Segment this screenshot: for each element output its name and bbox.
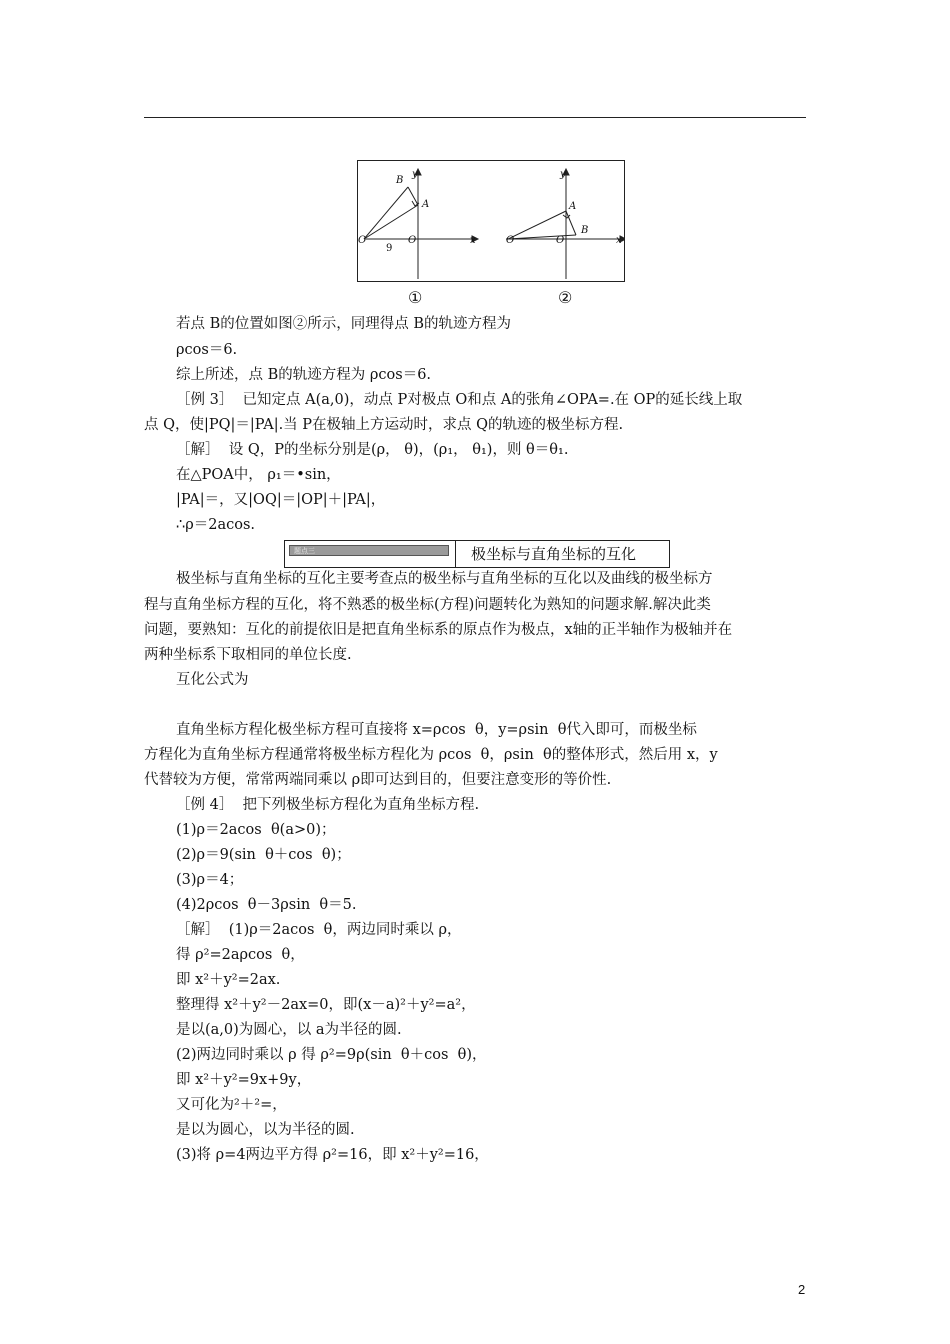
text-line: (3)将 ρ=4两边平方得 ρ²=16，即 x²＋y²=16， xyxy=(176,1147,489,1163)
topic-header xyxy=(284,540,670,568)
text-line: 程与直角坐标方程的互化，将不熟悉的极坐标(方程)问题转化为熟知的问题求解.解决此类 xyxy=(144,597,711,613)
text-line: 得 ρ²=2aρcos θ， xyxy=(176,947,305,963)
text-line: 即 x²＋y²=2ax. xyxy=(176,972,281,988)
label-O1: O xyxy=(358,235,367,246)
text-line: ［解］ 设 Q，P的坐标分别是(ρ， θ)，(ρ₁， θ₁)，则 θ＝θ₁. xyxy=(176,442,569,458)
text-line: 问题，要熟知：互化的前提依旧是把直角坐标系的原点作为极点，x轴的正半轴作为极轴并在 xyxy=(144,622,733,638)
text-line: ［例 3］ 已知定点 A(a,0)，动点 P对极点 O和点 A的张角∠OPA=.在 OP的延长线上取 xyxy=(176,392,743,408)
label-O1-axis: O xyxy=(408,235,417,246)
text-line: ［解］ (1)ρ＝2acos θ，两边同时乘以 ρ， xyxy=(176,922,462,938)
text-line: 极坐标与直角坐标的互化主要考查点的极坐标与直角坐标的互化以及曲线的极坐标方 xyxy=(176,571,713,587)
text-line: ∴ρ＝2acos. xyxy=(176,517,256,533)
text-line: (2)ρ＝9(sin θ＋cos θ)； xyxy=(176,847,351,863)
figure-diagram xyxy=(358,161,624,281)
text-line: 若点 B的位置如图②所示，同理得点 B的轨迹方程为 xyxy=(176,316,512,332)
text-line: 整理得 x²＋y²－2ax=0，即(x－a)²＋y²=a²， xyxy=(176,997,476,1013)
topic-title: 极坐标与直角坐标的互化 xyxy=(471,545,637,563)
topic-divider xyxy=(455,541,456,567)
label-A2: A xyxy=(569,201,577,212)
polar-figure xyxy=(357,160,625,282)
text-line: 综上所述，点 B的轨迹方程为 ρcos＝6. xyxy=(176,367,432,383)
topic-tag: 题点三 xyxy=(289,545,449,556)
text-line: |PA|＝，又|OQ|＝|OP|＋|PA|， xyxy=(176,492,386,508)
label-y2: y xyxy=(560,169,566,180)
text-line: 方程化为直角坐标方程通常将极坐标方程化为 ρcos θ，ρsin θ的整体形式，然后用 x，y xyxy=(144,747,718,763)
figure-label-2: ② xyxy=(558,288,573,307)
text-line: 两种坐标系下取相同的单位长度. xyxy=(144,647,352,663)
text-line: 代替较为方便，常常两端同乘以 ρ即可达到目的，但要注意变形的等价性. xyxy=(144,772,612,788)
label-y1: y xyxy=(412,169,418,180)
text-line: 又可化为²＋²=， xyxy=(176,1097,287,1113)
text-line: 即 x²＋y²=9x+9y， xyxy=(176,1072,312,1088)
label-A1: A xyxy=(422,199,430,210)
text-line: ［例 4］ 把下列极坐标方程化为直角坐标方程. xyxy=(176,797,480,813)
label-x2: x xyxy=(616,235,622,246)
text-line: 是以(a,0)为圆心，以 a为半径的圆. xyxy=(176,1022,402,1038)
header-rule xyxy=(144,117,806,118)
label-x1: x xyxy=(470,235,476,246)
page-number: 2 xyxy=(798,1282,806,1297)
text-line: (3)ρ＝4； xyxy=(176,872,244,888)
label-O2: O xyxy=(506,235,515,246)
text-line: ρcos＝6. xyxy=(176,342,238,358)
text-line: (4)2ρcos θ－3ρsin θ＝5. xyxy=(176,897,357,913)
text-line: 在△POA中， ρ₁＝•sin， xyxy=(176,467,341,483)
label-B1: B xyxy=(396,175,404,186)
text-line: 是以为圆心，以为半径的圆. xyxy=(176,1122,355,1138)
text-line: 互化公式为 xyxy=(176,672,249,688)
label-B2: B xyxy=(581,225,589,236)
label-O2-axis: O xyxy=(556,235,565,246)
text-line: (1)ρ＝2acos θ(a>0)； xyxy=(176,822,336,838)
text-line: (2)两边同时乘以 ρ 得 ρ²=9ρ(sin θ＋cos θ)， xyxy=(176,1047,487,1063)
label-9: 9 xyxy=(386,243,393,254)
figure-label-1: ① xyxy=(408,288,423,307)
text-line: 直角坐标方程化极坐标方程可直接将 x=ρcos θ，y=ρsin θ代入即可，而极坐标 xyxy=(176,722,697,738)
text-line: 点 Q，使|PQ|＝|PA|.当 P在极轴上方运动时，求点 Q的轨迹的极坐标方程. xyxy=(144,417,624,433)
